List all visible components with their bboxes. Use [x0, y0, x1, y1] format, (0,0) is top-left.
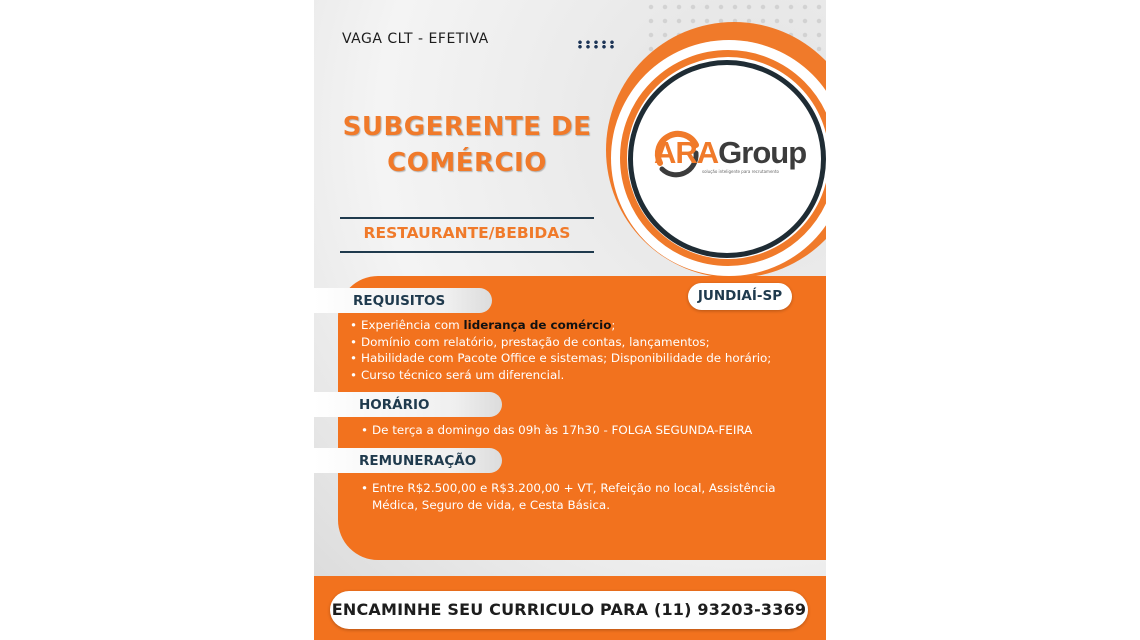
list-item: • Curso técnico será um diferencial. — [350, 367, 820, 384]
list-item: • Habilidade com Pacote Office e sistemas; Disponibilidade de horário; — [350, 350, 820, 367]
remuneracao-list — [361, 480, 801, 513]
logo-group-text: Group — [718, 135, 807, 170]
req-item1-prefix: Experiência com — [361, 318, 464, 332]
company-logo — [654, 127, 807, 197]
req-item1-suffix: ; — [611, 318, 616, 332]
job-sector: RESTAURANTE/BEBIDAS — [363, 224, 571, 242]
horario-list — [361, 422, 821, 439]
horario-heading — [314, 392, 502, 417]
job-title-line1: SUBGERENTE DE — [342, 112, 592, 142]
requisitos-heading — [314, 288, 492, 313]
job-poster — [314, 0, 826, 640]
location-badge: JUNDIAÍ-SP — [688, 283, 792, 310]
requisitos-heading-text: REQUISITOS — [353, 292, 446, 309]
requisitos-list — [350, 317, 820, 383]
remuneracao-heading — [314, 448, 502, 473]
job-type-label: VAGA CLT - EFETIVA — [342, 31, 489, 47]
list-item: • Domínio com relatório, prestação de contas, lançamentos; — [350, 334, 820, 351]
req-item1-bold: liderança de comércio — [463, 318, 612, 332]
logo-ara-text: ARA — [654, 135, 719, 170]
contact-cta: ENCAMINHE SEU CURRICULO PARA (11) 93203-3369 — [330, 591, 808, 629]
dots-icon — [576, 40, 616, 49]
list-item: • De terça a domingo das 09h às 17h30 - FOLGA SEGUNDA-FEIRA — [361, 422, 821, 439]
list-item — [350, 317, 820, 334]
horario-heading-text: HORÁRIO — [359, 396, 430, 413]
list-item: • Entre R$2.500,00 e R$3.200,00 + VT, Refeição no local, Assistência Médica, Seguro de vida, e Cesta Básica. — [361, 480, 801, 513]
divider-bottom — [340, 251, 594, 253]
divider-top — [340, 217, 594, 219]
logo-tagline: solução inteligente para recrutamento — [702, 169, 779, 174]
job-title-line2: COMÉRCIO — [387, 148, 547, 178]
remuneracao-heading-text: REMUNERAÇÃO — [359, 452, 477, 469]
